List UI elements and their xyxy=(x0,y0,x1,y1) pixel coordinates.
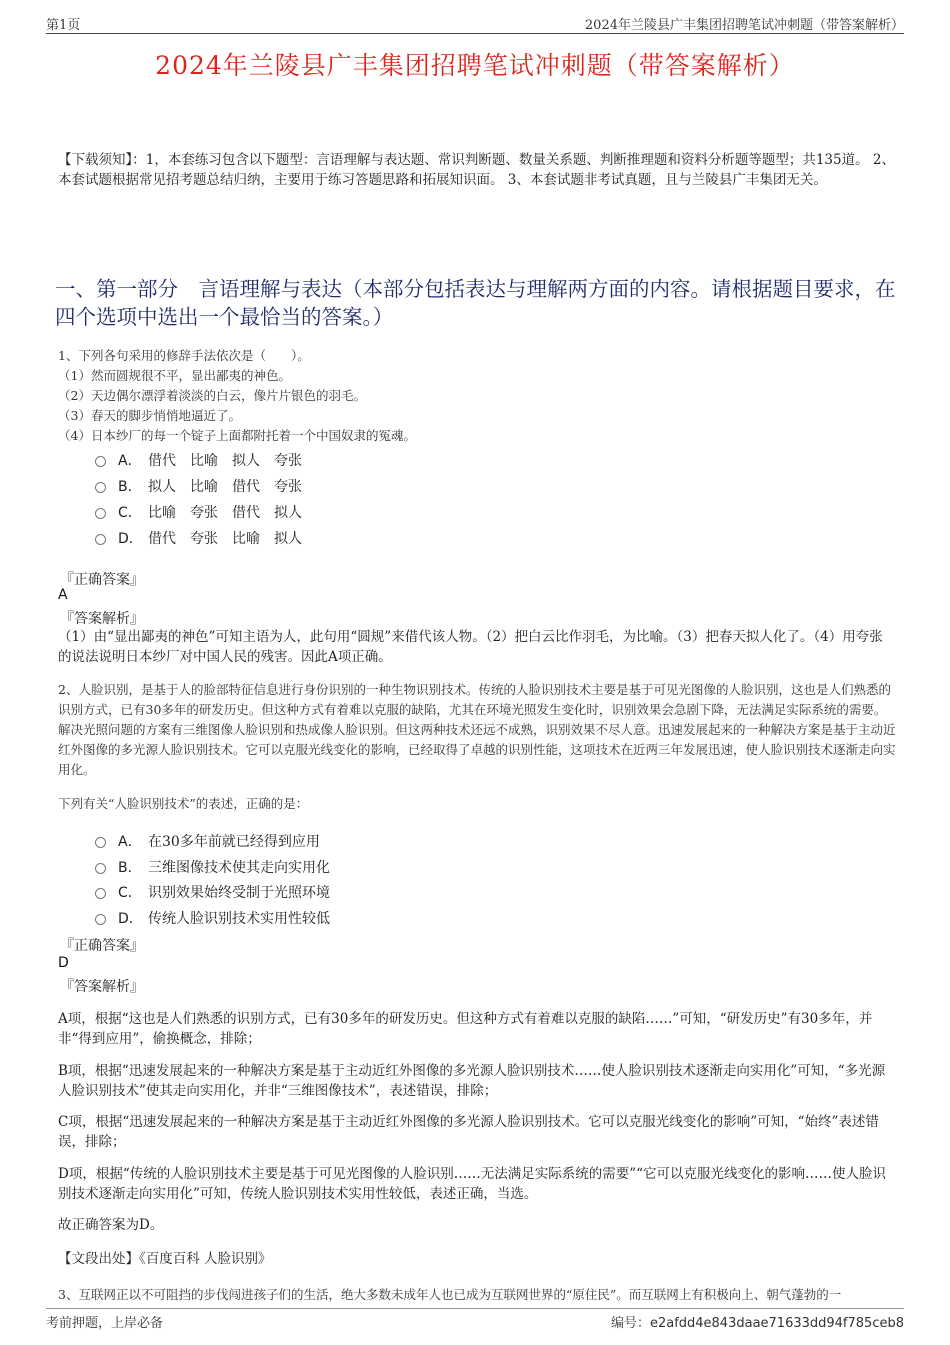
footer-code-value: e2afdd4e843daae71633dd94f785ceb8 xyxy=(649,1316,904,1331)
q2-answer: D xyxy=(58,955,69,971)
q1-line-3: （3）春天的脚步悄悄地逼近了。 xyxy=(58,408,241,423)
q2-analysis-d: D项，根据“传统的人脸识别技术主要是基于可见光图像的人脸识别……无法满足实际系统的需要”“它可以克服光线变化的影响……使人脸识别技术逐渐走向实用化”可知，传统人脸识别技术实用性较低，表述正确，当选。 xyxy=(58,1166,887,1202)
q1-option-b[interactable]: B． 拟人 比喻 借代 夸张 xyxy=(95,476,302,496)
footer-slogan: 考前押题，上岸必备 xyxy=(46,1316,164,1331)
q1-option-d[interactable]: D． 借代 夸张 比喻 拟人 xyxy=(95,528,302,548)
q1-option-a[interactable]: A． 借代 比喻 拟人 夸张 xyxy=(95,450,302,470)
q2-answer-label: 『正确答案』 xyxy=(60,938,144,954)
q3-stem: 3、互联网正以不可阻挡的步伐闯进孩子们的生活，绝大多数未成年人也已成为互联网世界的“原住民”。而互联网上有积极向上、朝气蓬勃的一 xyxy=(58,1287,842,1302)
header-doc-title: 2024年兰陵县广丰集团招聘笔试冲刺题（带答案解析） xyxy=(584,18,904,33)
radio-icon[interactable] xyxy=(95,456,106,467)
q1-answer: A xyxy=(58,587,68,603)
q2-conclusion: 故正确答案为D。 xyxy=(58,1217,164,1233)
radio-icon[interactable] xyxy=(95,863,106,874)
q2-option-a[interactable]: A． 在30多年前就已经得到应用 xyxy=(95,831,320,851)
q1-stem: 1、下列各句采用的修辞手法依次是（ ）。 xyxy=(58,348,310,363)
radio-icon[interactable] xyxy=(95,914,106,925)
q1-line-4: （4）日本纱厂的每一个锭子上面都附托着一个中国奴隶的冤魂。 xyxy=(58,428,416,443)
q1-analysis: （1）由“显出鄙夷的神色”可知主语为人，此句用“圆规”来借代该人物。（2）把白云比作羽毛，为比喻。（3）把春天拟人化了。（4）用夸张的说法说明日本纱厂对中国人民的残害。因此A项正确。 xyxy=(58,629,883,665)
q2-option-b[interactable]: B． 三维图像技术使其走向实用化 xyxy=(95,857,330,877)
q2-question: 下列有关“人脸识别技术”的表述，正确的是： xyxy=(58,796,309,811)
q2-stem: 2、人脸识别，是基于人的脸部特征信息进行身份识别的一种生物识别技术。传统的人脸识别技术主要是基于可见光图像的人脸识别，这也是人们熟悉的识别方式，已有30多年的研发历史。但这种方式有着难以克服的缺陷，尤其在环境光照发生变化时，识别效果会急剧下降，无法满足实际系统的需要。解决光照问题的方案有三维图像人脸识别和热成像人脸识别。但这两种技术还远不成熟，识别效果不尽人意。迅速发展起来的一种解决方案是基于主动近红外图像的多光源人脸识别技术。它可以克服光线变化的影响，已经取得了卓越的识别性能，这项技术在近两三年发展迅速，使人脸识别技术逐渐走向实用化。 xyxy=(58,682,896,777)
q2-analysis-c: C项，根据“迅速发展起来的一种解决方案是基于主动近红外图像的多光源人脸识别技术。它可以克服光线变化的影响”可知，“始终”表述错误，排除； xyxy=(58,1114,879,1150)
q2-option-d[interactable]: D． 传统人脸识别技术实用性较低 xyxy=(95,908,330,928)
q1-answer-label: 『正确答案』 xyxy=(60,572,144,588)
radio-icon[interactable] xyxy=(95,837,106,848)
q2-source: 【文段出处】《百度百科 人脸识别》 xyxy=(58,1251,272,1267)
radio-icon[interactable] xyxy=(95,888,106,899)
page-number: 第1页 xyxy=(46,18,81,33)
q2-analysis-a: A项，根据“这也是人们熟悉的识别方式，已有30多年的研发历史。但这种方式有着难以克服的缺陷……”可知，“研发历史”有30多年，并非“得到应用”，偷换概念，排除； xyxy=(58,1011,873,1047)
q2-analysis-label: 『答案解析』 xyxy=(60,979,144,995)
footer-code xyxy=(611,1312,904,1331)
q1-line-2: （2）天边偶尔漂浮着淡淡的白云，像片片银色的羽毛。 xyxy=(58,388,366,403)
q2-option-c[interactable]: C． 识别效果始终受制于光照环境 xyxy=(95,882,330,902)
q2-analysis-b: B项，根据“迅速发展起来的一种解决方案是基于主动近红外图像的多光源人脸识别技术……使人脸识别技术逐渐走向实用化”可知，“多光源人脸识别技术”使其走向实用化，并非“三维图像技术”，表述错误，排除； xyxy=(58,1063,886,1099)
footer-code-label: 编号： xyxy=(610,1316,650,1331)
download-notice: 【下载须知】：1，本套练习包含以下题型：言语理解与表达题、常识判断题、数量关系题、判断推理题和资料分析题等题型；共135道。 2、本套试题根据常见招考题总结归纳，主要用于练习答题思路和拓展知识面。 3、本套试题非考试真题，且与兰陵县广丰集团无关。 xyxy=(58,152,895,188)
footer-divider xyxy=(46,1308,904,1309)
q1-option-c[interactable]: C． 比喻 夸张 借代 拟人 xyxy=(95,502,302,522)
radio-icon[interactable] xyxy=(95,534,106,545)
page-title: 2024年兰陵县广丰集团招聘笔试冲刺题（带答案解析） xyxy=(155,51,795,80)
q1-line-1: （1）然而圆规很不平，显出鄙夷的神色。 xyxy=(58,368,291,383)
section-heading: 一、第一部分 言语理解与表达（本部分包括表达与理解两方面的内容。请根据题目要求，在四个选项中选出一个最恰当的答案。） xyxy=(55,277,896,329)
radio-icon[interactable] xyxy=(95,508,106,519)
q1-analysis-label: 『答案解析』 xyxy=(60,611,144,627)
header-divider xyxy=(46,33,904,34)
radio-icon[interactable] xyxy=(95,482,106,493)
